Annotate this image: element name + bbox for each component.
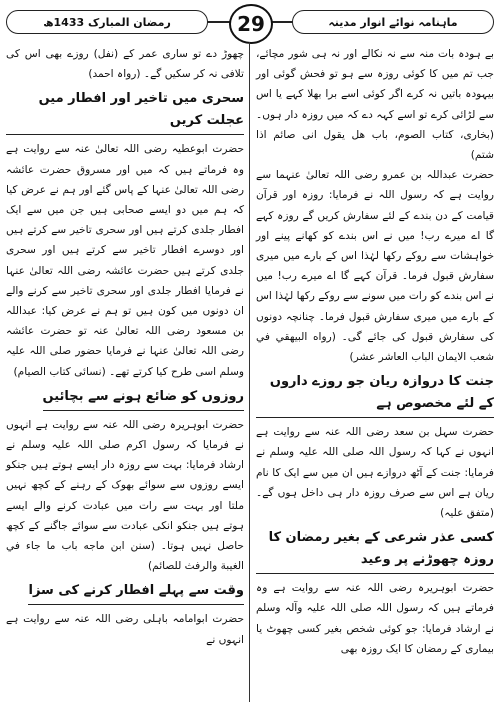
- right-column: [256, 44, 494, 659]
- section-heading: جنت کا دروازہ ریان جو روزے داروں کے لئے مخصوص ہے: [256, 371, 494, 418]
- magazine-title: ماہنامہ نوائے انوار مدینہ: [292, 10, 494, 34]
- paragraph: چھوڑ دے تو ساری عمر کے (نفل) روزے بھی اس کی تلافی نہ کر سکیں گے۔ (رواہ احمد): [6, 48, 244, 81]
- paragraph: حضرت ابوہریرہ رضی اللہ عنہ سے روایت ہے انہوں نے فرمایا کہ رسول اکرم صلی اللہ علیہ وسلم نے ارشاد فرمایا: بہت سے روزہ دار ایسے ہوتے ہیں جنکو ایسے روزوں سے سوائے بھوک کے رہنے کے کچھ نہیں ملتا اور بہت سے رات میں عبادت کرنے والے ایسے ہوتے ہیں جنکو انکی عبادت سے سوائے جاگنے کے کچھ حاصل نہیں ہوتا۔ (سنن ابن ماجه باب ما جاء في الغيبة والرفث للصائم): [6, 418, 244, 573]
- left-column: [6, 44, 244, 650]
- paragraph: حضرت ابوہریرہ رضی اللہ عنہ سے روایت ہے وہ فرماتے ہیں کہ رسول اللہ صلی اللہ علیہ وآلہ وسلم نے ارشاد فرمایا: جو کوئی شخص بغیر کسی چھوٹ یا بیماری کے رمضان کا ایک روزہ بھی: [256, 582, 494, 655]
- page-number: 29: [229, 4, 273, 44]
- issue-label: رمضان المبارک 1433ھ: [6, 10, 208, 34]
- paragraph: حضرت سہل بن سعد رضی اللہ عنہ سے روایت ہے انہوں نے کہا کہ رسول اللہ صلی اللہ علیہ وسلم نے فرمایا: جنت کے آٹھ دروازے ہیں ان میں سے ایک کا نام ریان ہے اس سے صرف روزہ دار ہی داخل ہوں گے۔ (متفق علیہ): [256, 426, 494, 520]
- section-heading: روزوں کو ضائع ہونے سے بچائیں: [43, 386, 244, 411]
- header-rule-left: [206, 21, 230, 23]
- paragraph: بے ہودہ بات منہ سے نہ نکالے اور نہ ہی شور مچائے، جب تم میں کا کوئی روزہ سے ہو تو فحش گوئی اور بیہودہ باتیں نہ کرے اگر کوئی اسے برا بھلا کہے یا اس سے لڑائی کرے تو اسے کہہ دے کہ میں روزہ دار ہوں۔ (بخاری، کتاب الصوم، باب هل يقول انى صائم اذا شتم): [256, 48, 494, 162]
- header-rule-right: [270, 21, 294, 23]
- section-heading: وقت سے پہلے افطار کرنے کی سزا: [28, 580, 244, 605]
- page-header: [6, 4, 494, 42]
- section-heading: کسی عذر شرعی کے بغیر رمضان کا روزہ چھوڑنے پر وعید: [256, 527, 494, 574]
- section-heading: سحری میں تاخیر اور افطار میں عجلت کریں: [6, 88, 244, 135]
- column-divider: [249, 42, 250, 702]
- paragraph: حضرت ابوامامہ باہلی رضی اللہ عنہ سے روایت ہے انہوں نے: [6, 613, 244, 646]
- paragraph: حضرت ابوعطیہ رضی اللہ تعالیٰ عنہ سے روایت ہے وہ فرماتے ہیں کہ میں اور مسروق حضرت عائشہ رضی اللہ تعالیٰ عنہا کے پاس گئے اور ہم نے عرض کیا کہ ہم میں دو ایسے صحابی ہیں جن میں سے ایک افطار جلدی کرتے ہیں اور سحری تاخیر سے کرتے ہیں اور دوسرے افطار تاخیر سے کرتے ہیں اور سحری جلدی کرتے ہیں حضرت عائشہ رضی اللہ تعالیٰ عنہا نے فرمایا افطار جلدی اور سحری تاخیر سے کرنے والے ان دونوں میں کون ہیں تو ہم نے عرض کیا: عبداللہ بن مسعود رضی اللہ تعالیٰ عنہ تو حضرت عائشہ رضی اللہ تعالیٰ عنہا نے فرمایا حضور صلی اللہ علیہ وسلم اسی طرح کیا کرتے تھے۔ (نسائی کتاب الصیام): [6, 143, 244, 378]
- paragraph: حضرت عبداللہ بن عمرو رضی اللہ تعالیٰ عنہما سے روایت ہے کہ رسول اللہ نے فرمایا: روزہ اور قرآن قیامت کے دن بندے کے لئے سفارش کریں گے روزہ کہے گا اے میرے رب! میں نے اس بندے کو کھانے پینے اور خواہشات سے روکے رکھا لہٰذا اس کے بارے میں میری سفارش قبول فرما۔ قرآن کہے گا اے میرے رب! میں نے اس بندے کو رات میں سونے سے روکے رکھا لہٰذا اس کے بارے میں میری سفارش قبول فرما۔ چنانچہ دونوں کی سفارش قبول کی جائے گی۔ (رواه البيهقي في شعب الايمان الباب العاشر عشر): [256, 169, 494, 364]
